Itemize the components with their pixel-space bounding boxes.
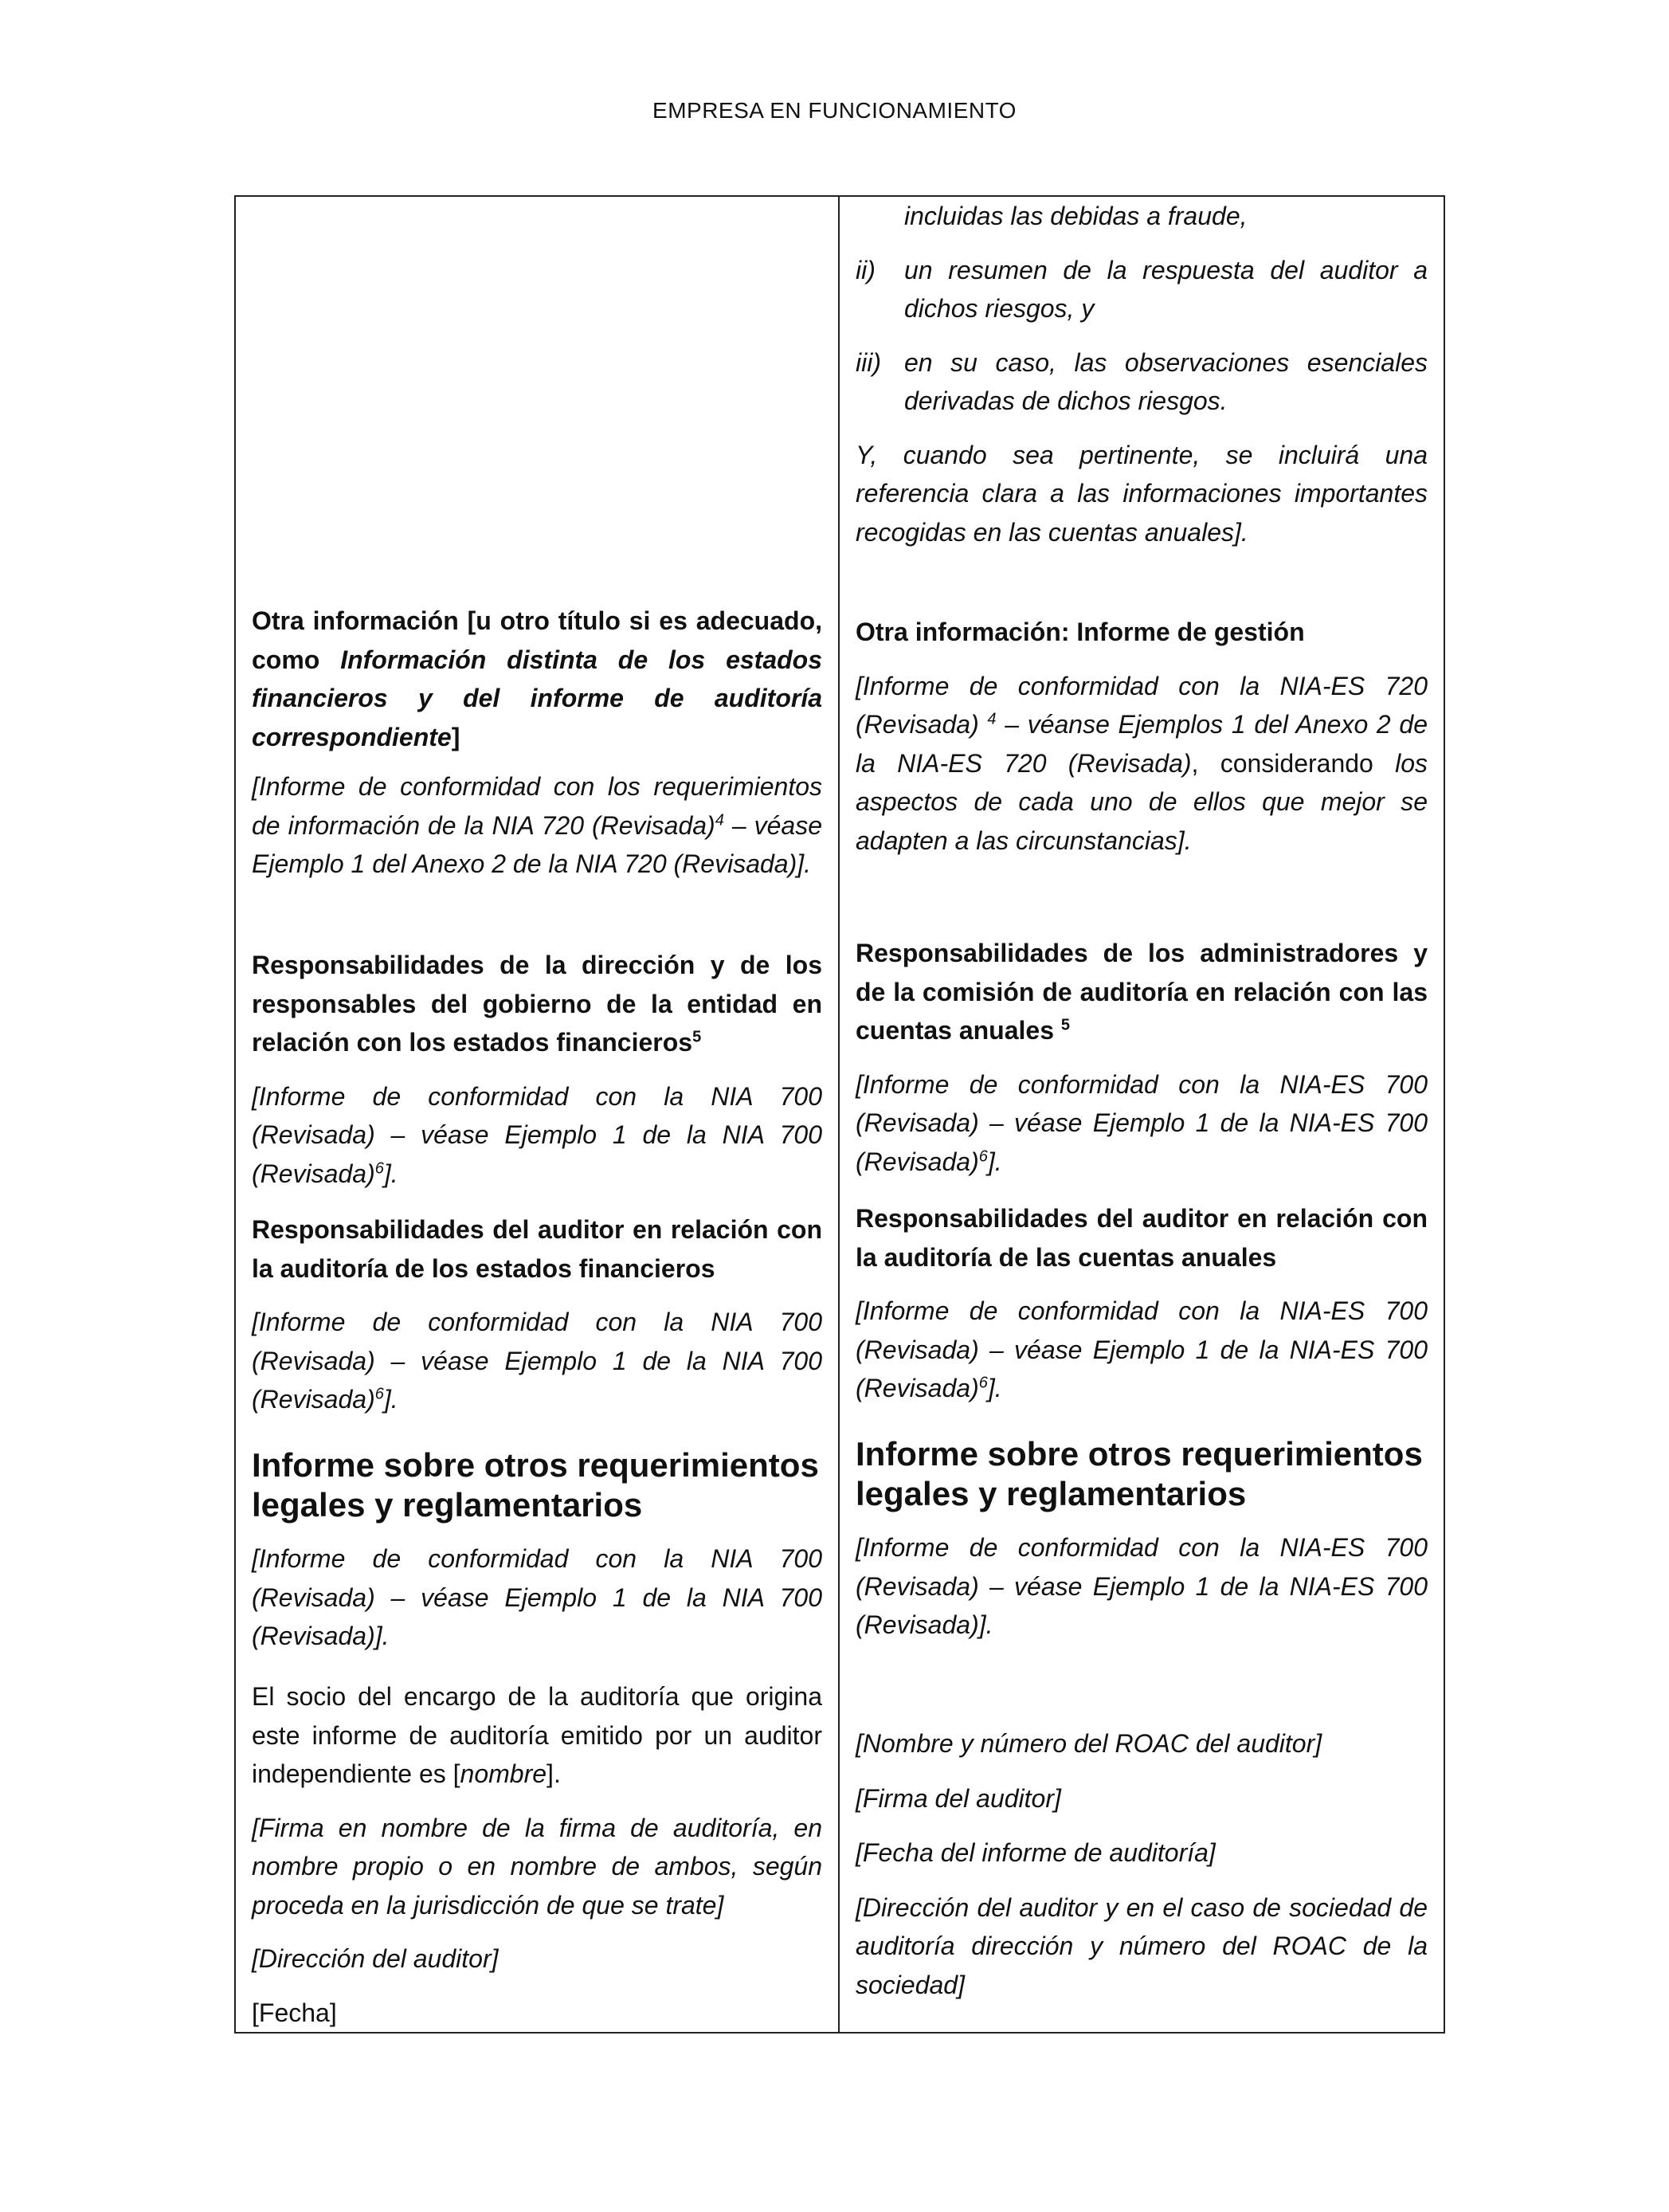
left-firma: [Firma en nombre de la firma de auditoría, en nombre propio o en nombre de ambos, según proceda en la jurisdicción de que se trate] <box>252 1813 822 1920</box>
left-column <box>236 197 840 2032</box>
left-resp-direccion-section <box>252 946 822 1193</box>
right-otra-info-section <box>856 613 1428 860</box>
left-socio-section <box>252 1677 822 2032</box>
page-header: EMPRESA EN FUNCIONAMIENTO <box>652 98 1017 123</box>
left-otra-info-section <box>252 602 822 884</box>
two-column-table <box>234 195 1445 2034</box>
right-list-item-iii <box>856 343 1428 421</box>
left-resp-auditor-section <box>252 1210 822 1419</box>
right-otros-req-section <box>856 1434 1428 1645</box>
right-otra-info-title: Otra información: Informe de gestión <box>856 618 1305 646</box>
right-list-section <box>856 197 1428 551</box>
right-resp-auditor-section <box>856 1199 1428 1408</box>
left-otra-info-title: Otra información [u otro título si es adecuado, como Información distinta de los estados financieros y del informe de auditoría correspondiente] <box>252 606 823 751</box>
right-otros-req-title: Informe sobre otros requerimientos legales y reglamentarios <box>856 1435 1423 1512</box>
right-resp-auditor-title: Responsabilidades del auditor en relación con la auditoría de las cuentas anuales <box>856 1204 1428 1272</box>
left-resp-direccion-body: [Informe de conformidad con la NIA 700 (Revisada) – véase Ejemplo 1 de la NIA 700 (Revisada)$^6$]. <box>252 1081 822 1188</box>
right-signature-section <box>856 1724 1428 2004</box>
left-fecha: [Fecha] <box>252 1998 337 2027</box>
left-direccion: [Dirección del auditor] <box>252 1944 499 1973</box>
list-number: iii) <box>856 347 881 377</box>
right-resp-admin-body: [Informe de conformidad con la NIA-ES 700 (Revisada) – véase Ejemplo 1 de la NIA-ES 700 (Revisada)$^6$]. <box>856 1069 1428 1176</box>
right-y-cuando: Y, cuando sea pertinente, se incluirá una referencia clara a las informaciones importantes recogidas en las cuentas anuales]. <box>856 440 1428 547</box>
right-resp-admin-title: Responsabilidades de los administradores y de la comisión de auditoría en relación con las cuentas anuales $^5$ <box>856 939 1428 1045</box>
list-text: en su caso, las observaciones esenciales derivadas de dichos riesgos. <box>904 347 1428 415</box>
list-text: un resumen de la respuesta del auditor a dichos riesgos, y <box>904 255 1428 323</box>
list-number: ii) <box>856 255 876 284</box>
left-resp-auditor-title: Responsabilidades del auditor en relación con la auditoría de los estados financieros <box>252 1215 822 1283</box>
right-fecha: [Fecha del informe de auditoría] <box>856 1838 1216 1867</box>
left-otros-req-section <box>252 1445 822 1656</box>
left-otros-req-title: Informe sobre otros requerimientos legales y reglamentarios <box>252 1446 819 1524</box>
right-nombre-roac: [Nombre y número del ROAC del auditor] <box>856 1729 1322 1758</box>
right-direccion: [Dirección del auditor y en el caso de sociedad de auditoría dirección y número del ROAC de la sociedad] <box>856 1892 1428 1999</box>
left-resp-auditor-body: [Informe de conformidad con la NIA 700 (Revisada) – véase Ejemplo 1 de la NIA 700 (Revisada)$^6$]. <box>252 1308 822 1414</box>
left-otra-info-body: [Informe de conformidad con los requerimientos de información de la NIA 720 (Revisada)$^4$ – véase Ejemplo 1 del Anexo 2 de la NIA 720 (Revisada)]. <box>252 772 823 878</box>
right-column <box>840 197 1444 2032</box>
right-resp-auditor-body: [Informe de conformidad con la NIA-ES 700 (Revisada) – véase Ejemplo 1 de la NIA-ES 700 (Revisada)$^6$]. <box>856 1296 1428 1402</box>
right-list-continuation: incluidas las debidas a fraude, <box>904 202 1248 230</box>
left-otros-req-body: [Informe de conformidad con la NIA 700 (Revisada) – véase Ejemplo 1 de la NIA 700 (Revisada)]. <box>252 1544 822 1650</box>
right-list-item-ii <box>856 251 1428 328</box>
left-resp-direccion-title: Responsabilidades de la dirección y de los responsables del gobierno de la entidad en relación con los estados financieros$^5$ <box>252 951 822 1057</box>
right-otros-req-body: [Informe de conformidad con la NIA-ES 700 (Revisada) – véase Ejemplo 1 de la NIA-ES 700 (Revisada)]. <box>856 1533 1428 1639</box>
right-otra-info-body: [Informe de conformidad con la NIA-ES 720 (Revisada) $^4$ – véanse Ejemplos 1 del Anexo 2 de la NIA-ES 720 (Revisada), considerando los aspectos de cada uno de ellos que mejor se adapten a las circunstancias]. <box>856 671 1428 855</box>
right-resp-admin-section <box>856 934 1428 1181</box>
right-firma: [Firma del auditor] <box>856 1783 1061 1813</box>
left-socio-text: El socio del encargo de la auditoría que origina este informe de auditoría emitido por un auditor independiente es [nombre]. <box>252 1682 822 1788</box>
